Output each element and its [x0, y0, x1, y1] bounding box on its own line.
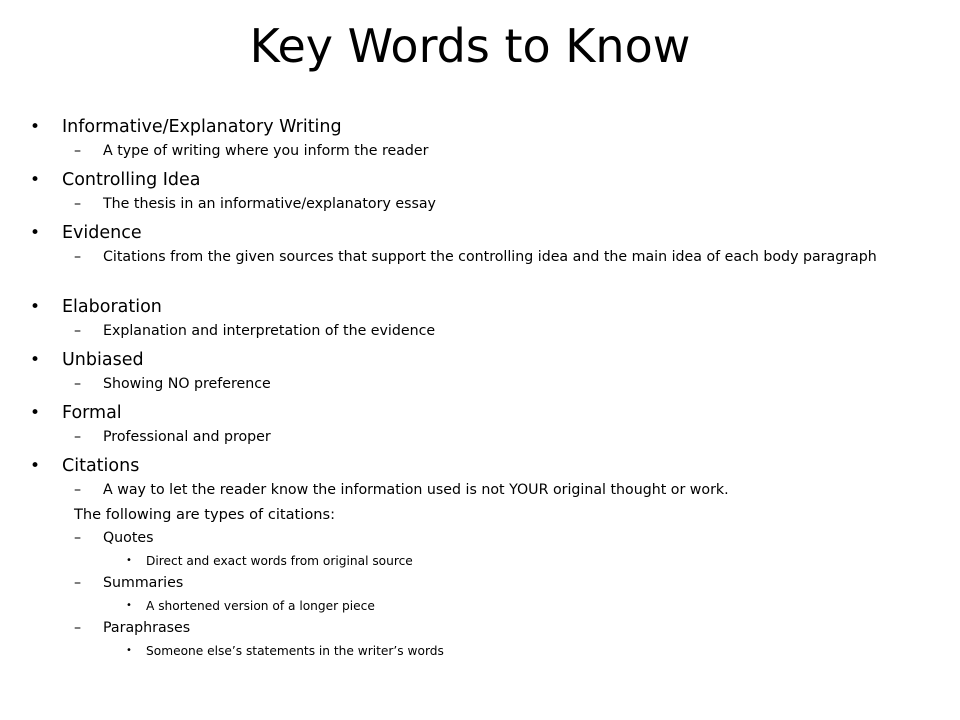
citation-type-description: [40, 550, 920, 572]
bullet-icon: •: [30, 117, 41, 137]
dash-icon: –: [74, 249, 82, 265]
term-label: Elaboration: [62, 297, 162, 317]
dash-icon: –: [74, 429, 82, 445]
bullet-icon: •: [30, 456, 41, 476]
citation-type-label: Summaries: [103, 575, 184, 591]
citation-type-description: [40, 640, 920, 662]
citation-types-intro: The following are types of citations:: [74, 506, 336, 523]
dash-icon: –: [74, 620, 82, 636]
bullet-icon: •: [30, 403, 41, 423]
description-text: Direct and exact words from original source: [146, 554, 413, 568]
description-text: Someone else’s statements in the writer’s words: [146, 644, 444, 658]
definition-item: [40, 481, 920, 504]
definition-text: Citations from the given sources that support the controlling idea and the main idea of each body paragraph: [103, 249, 877, 265]
term-formal: [30, 398, 920, 428]
bullet-icon: •: [30, 297, 41, 317]
citation-type-description: [40, 595, 920, 617]
definition-text: Showing NO preference: [103, 376, 271, 392]
definition-text: A type of writing where you inform the reader: [103, 143, 429, 159]
definition-item: [40, 375, 920, 398]
definition-text: A way to let the reader know the information used is not YOUR original thought or work.: [103, 482, 729, 498]
term-label: Citations: [62, 456, 140, 476]
citation-type-label: Paraphrases: [103, 620, 191, 636]
dash-icon: –: [74, 196, 82, 212]
citation-type-label: Quotes: [103, 530, 154, 546]
term-unbiased: [30, 345, 920, 375]
term-evidence: [30, 218, 920, 248]
bullet-icon: •: [30, 350, 41, 370]
term-elaboration: [30, 292, 920, 322]
small-bullet-icon: •: [126, 555, 132, 566]
small-bullet-icon: •: [126, 600, 132, 611]
term-label: Unbiased: [62, 350, 144, 370]
citation-type-summaries: [40, 572, 920, 595]
dash-icon: –: [74, 323, 82, 339]
definition-text: The thesis in an informative/explanatory essay: [103, 196, 436, 212]
dash-icon: –: [74, 143, 82, 159]
term-controlling-idea: [30, 165, 920, 195]
dash-icon: –: [74, 376, 82, 392]
small-bullet-icon: •: [126, 645, 132, 656]
definition-text: Professional and proper: [103, 429, 271, 445]
definition-item: [40, 248, 920, 292]
bullet-icon: •: [30, 223, 41, 243]
definition-item: [40, 322, 920, 345]
term-label: Formal: [62, 403, 122, 423]
description-text: A shortened version of a longer piece: [146, 599, 375, 613]
definition-item: [40, 428, 920, 451]
term-label: Evidence: [62, 223, 142, 243]
definition-text: Explanation and interpretation of the evidence: [103, 323, 436, 339]
bullet-icon: •: [30, 170, 41, 190]
slide-title: Key Words to Know: [249, 19, 691, 73]
dash-icon: –: [74, 482, 82, 498]
term-label: Informative/Explanatory Writing: [62, 117, 342, 137]
slide-body: [30, 112, 920, 662]
definition-item: [40, 195, 920, 218]
citation-type-quotes: [40, 527, 920, 550]
dash-icon: –: [74, 530, 82, 546]
dash-icon: –: [74, 575, 82, 591]
definition-item: [40, 142, 920, 165]
term-informative-explanatory-writing: [30, 112, 920, 142]
term-label: Controlling Idea: [62, 170, 201, 190]
citation-type-paraphrases: [40, 617, 920, 640]
term-citations: [30, 451, 920, 481]
